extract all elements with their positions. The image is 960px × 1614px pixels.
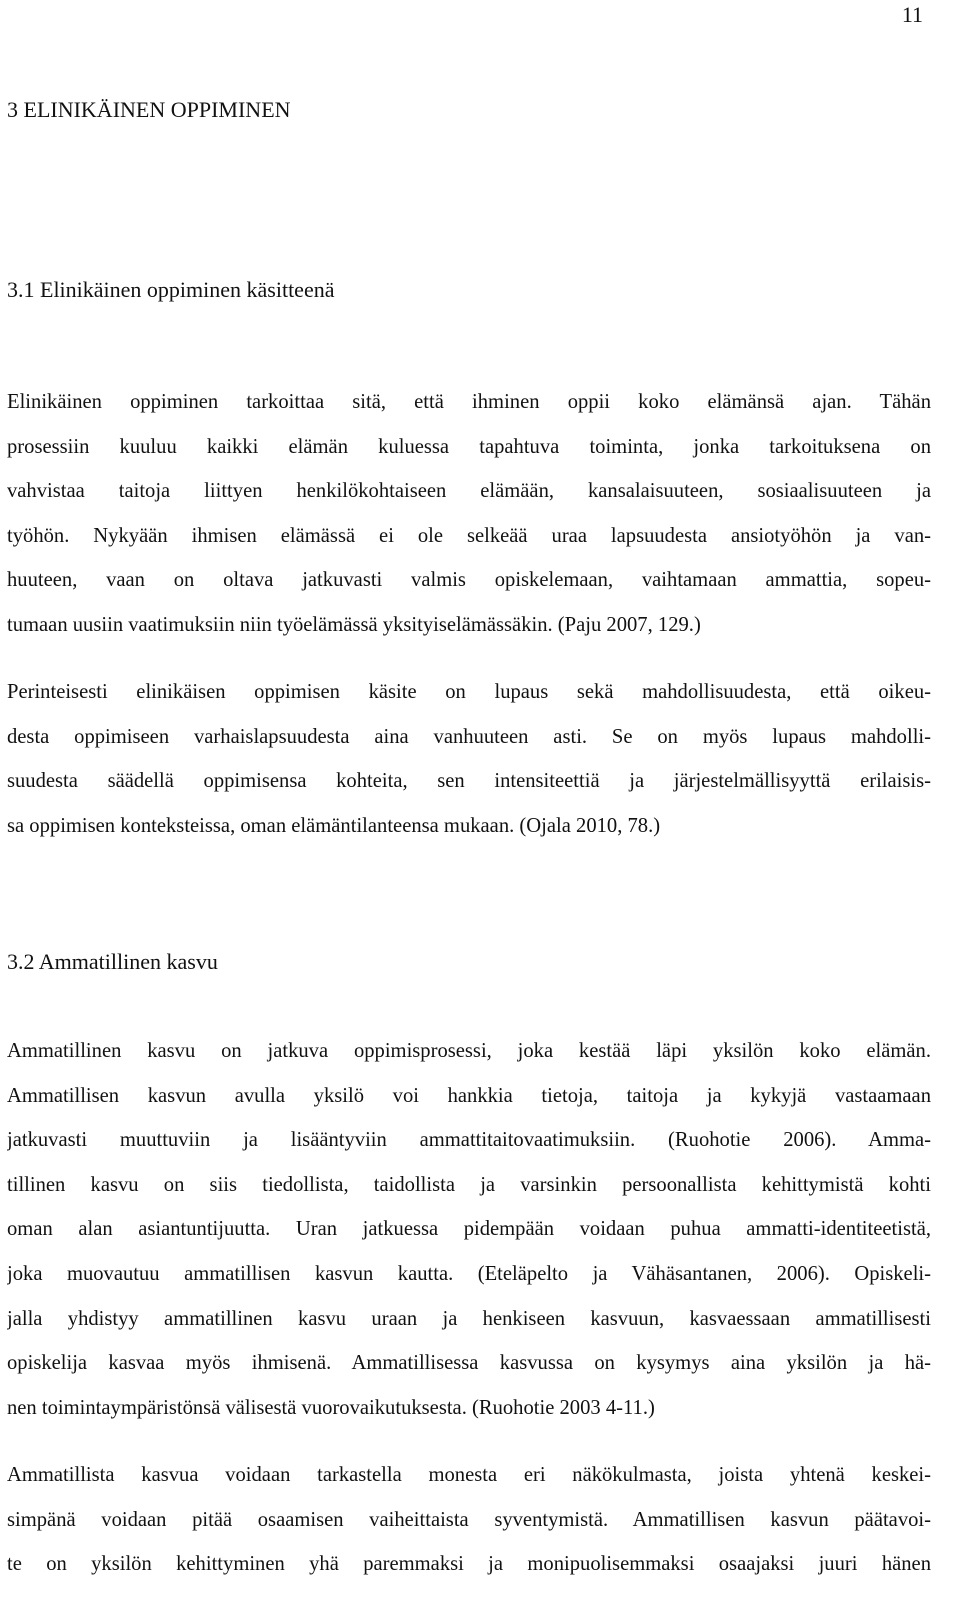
section-2-paragraph-1 <box>7 1029 931 1430</box>
page-number: 11 <box>901 2 923 27</box>
text-line: huuteen, vaan on oltava jatkuvasti valmis opiskelemaan, vaihtamaan ammattia, sopeu- <box>7 569 931 592</box>
text-line: jatkuvasti muuttuviin ja lisääntyviin ammattitaitovaatimuksiin. (Ruohotie 2006). Amma- <box>7 1129 931 1152</box>
text-line: työhön. Nykyään ihmisen elämässä ei ole selkeää uraa lapsuudesta ansiotyöhön ja van- <box>7 524 931 547</box>
text-line: te on yksilön kehittyminen yhä paremmaksi ja monipuolisemmaksi osaajaksi juuri hänen <box>7 1553 931 1576</box>
text-line: suudesta säädellä oppimisensa kohteita, sen intensiteettiä ja järjestelmällisyyttä erilaisis- <box>7 770 931 793</box>
text-line: Ammatillinen kasvu on jatkuva oppimisprosessi, joka kestää läpi yksilön koko elämän. <box>7 1040 931 1062</box>
text-line: Ammatillisen kasvun avulla yksilö voi hankkia tietoja, taitoja ja kykyjä vastaamaan <box>7 1084 931 1107</box>
text-line: opiskelija kasvaa myös ihmisenä. Ammatillisessa kasvussa on kysymys aina yksilön ja hä- <box>7 1352 931 1375</box>
text-line: tumaan uusiin vaatimuksiin niin työelämässä yksityiselämässäkin. (Paju 2007, 129.) <box>7 613 701 636</box>
text-line: Perinteisesti elinikäisen oppimisen käsite on lupaus sekä mahdollisuudesta, että oikeu- <box>7 681 931 703</box>
text-line: jalla yhdistyy ammatillinen kasvu uraan ja henkiseen kasvuun, kasvaessaan ammatillisesti <box>7 1307 931 1330</box>
text-line: Elinikäinen oppiminen tarkoittaa sitä, että ihminen oppii koko elämänsä ajan. Tähän <box>7 391 931 413</box>
section-2-paragraph-2 <box>7 1453 931 1587</box>
text-line: prosessiin kuuluu kaikki elämän kuluessa tapahtuva toiminta, jonka tarkoituksena on <box>7 435 931 458</box>
text-line: vahvistaa taitoja liittyen henkilökohtaiseen elämään, kansalaisuuteen, sosiaalisuuteen ja <box>7 480 931 503</box>
chapter-title: 3 ELINIKÄINEN OPPIMINEN <box>7 97 291 122</box>
text-line: desta oppimiseen varhaislapsuudesta aina vanhuuteen asti. Se on myös lupaus mahdolli- <box>7 725 931 748</box>
text-line: nen toimintaympäristönsä välisestä vuorovaikutuksesta. (Ruohotie 2003 4-11.) <box>7 1396 655 1419</box>
text-line: Ammatillista kasvua voidaan tarkastella monesta eri näkökulmasta, joista yhtenä keskei- <box>7 1464 931 1486</box>
section-1-paragraph-2 <box>7 670 931 848</box>
text-line: oman alan asiantuntijuutta. Uran jatkuessa pidempään voidaan puhua ammatti-identiteetistä, <box>7 1218 931 1241</box>
text-line: tillinen kasvu on siis tiedollista, taidollista ja varsinkin persoonallista kehittymistä kohti <box>7 1173 931 1196</box>
text-line: simpänä voidaan pitää osaamisen vaiheittaista syventymistä. Ammatillisen kasvun päätavoi- <box>7 1508 931 1531</box>
section-2-title: 3.2 Ammatillinen kasvu <box>7 949 218 974</box>
section-1-paragraph-1 <box>7 380 931 648</box>
section-1-title: 3.1 Elinikäinen oppiminen käsitteenä <box>7 277 335 302</box>
text-line: sa oppimisen konteksteissa, oman elämäntilanteensa mukaan. (Ojala 2010, 78.) <box>7 814 661 837</box>
text-line: joka muovautuu ammatillisen kasvun kautta. (Eteläpelto ja Vähäsantanen, 2006). Opiskeli- <box>7 1262 931 1285</box>
